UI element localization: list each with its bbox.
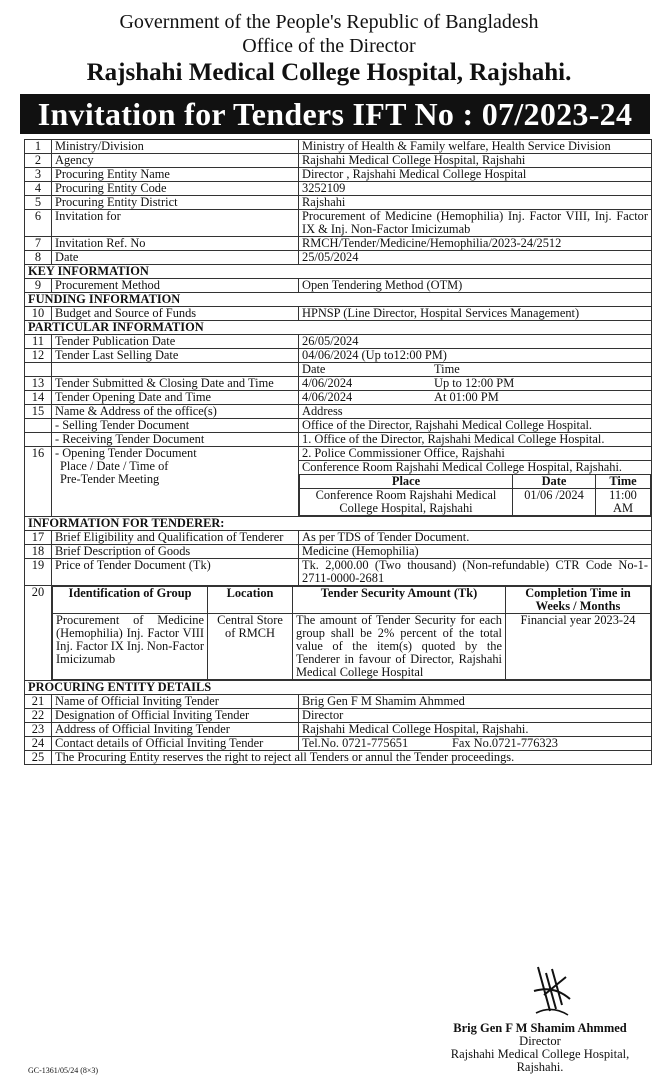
- row-label: Name & Address of the office(s): [52, 405, 299, 419]
- row-label-line: Place / Date / Time of: [60, 459, 169, 473]
- row-label: Procurement Method: [52, 279, 299, 293]
- row-2: [25, 154, 652, 168]
- row-value: Brig Gen F M Shamim Ahmmed: [299, 695, 652, 709]
- group-table-cell: [52, 586, 652, 681]
- row-value: Medicine (Hemophilia): [299, 545, 652, 559]
- opening-date: 4/06/2024: [302, 390, 353, 404]
- pre-tender-meeting-table: [299, 474, 651, 516]
- row-value: RMCH/Tender/Medicine/Hemophilia/2023-24/2512: [299, 237, 652, 251]
- section-tenderer: [25, 517, 652, 531]
- row-4: [25, 182, 652, 196]
- row-number: 6: [25, 210, 52, 237]
- date-header: Date: [513, 475, 596, 489]
- row-1: [25, 140, 652, 154]
- row-22: [25, 709, 652, 723]
- row-6: [25, 210, 652, 237]
- row-number: 16: [25, 447, 52, 517]
- meeting-date: 01/06 /2024: [513, 489, 596, 516]
- section-entity: [25, 681, 652, 695]
- location-value: Central Store of RMCH: [208, 614, 293, 680]
- row-15a: [25, 419, 652, 433]
- row-label: Name of Official Inviting Tender: [52, 695, 299, 709]
- closing-date: 4/06/2024: [302, 376, 353, 390]
- row-23: [25, 723, 652, 737]
- row-number: 17: [25, 531, 52, 545]
- row-value: Office of the Director, Rajshahi Medical College Hospital.: [299, 419, 652, 433]
- row-value: 25/05/2024: [299, 251, 652, 265]
- row-3: [25, 168, 652, 182]
- row-label: Agency: [52, 154, 299, 168]
- section-particular: [25, 321, 652, 335]
- row-value: The Procuring Entity reserves the right to reject all Tenders or annul the Tender proceedings.: [52, 751, 652, 765]
- section-heading: PROCURING ENTITY DETAILS: [25, 681, 652, 695]
- row-number: 5: [25, 196, 52, 210]
- conference-room: Conference Room Rajshahi Medical College Hospital, Rajshahi.: [299, 460, 651, 474]
- meeting-place: Conference Room Rajshahi Medical College Hospital, Rajshahi: [300, 489, 513, 516]
- row-label-line: Pre-Tender Meeting: [60, 472, 160, 486]
- date-time-header: [299, 363, 652, 377]
- row-19: [25, 559, 652, 586]
- row-label: Designation of Official Inviting Tender: [52, 709, 299, 723]
- ift-banner: Invitation for Tenders IFT No : 07/2023-24: [20, 94, 650, 134]
- row-label: - Selling Tender Document: [52, 419, 299, 433]
- section-key: [25, 265, 652, 279]
- row-value: Procurement of Medicine (Hemophilia) Inj. Factor VIII, Inj. Factor IX & Inj. Non-Factor Imicizumab: [299, 210, 652, 237]
- signatory-city: Rajshahi.: [516, 1060, 564, 1074]
- row-label: Budget and Source of Funds: [52, 307, 299, 321]
- row-label: Invitation Ref. No: [52, 237, 299, 251]
- row-number: 8: [25, 251, 52, 265]
- tender-table: [24, 139, 652, 765]
- row-label: Address of Official Inviting Tender: [52, 723, 299, 737]
- meeting-time: 11:00 AM: [596, 489, 651, 516]
- header-hospital: Rajshahi Medical College Hospital, Rajshahi.: [86, 59, 572, 86]
- row-25: [25, 751, 652, 765]
- row-number: 21: [25, 695, 52, 709]
- row-number: 22: [25, 709, 52, 723]
- row-label: Procuring Entity Name: [52, 168, 299, 182]
- time-header: Time: [434, 362, 460, 376]
- section-heading: FUNDING INFORMATION: [25, 293, 652, 307]
- row-number: 10: [25, 307, 52, 321]
- row-8: [25, 251, 652, 265]
- row-number: 15: [25, 405, 52, 419]
- section-heading: INFORMATION FOR TENDERER:: [25, 517, 652, 531]
- row-20: [25, 586, 652, 681]
- row-value: 1. Office of the Director, Rajshahi Medical College Hospital.: [299, 433, 652, 447]
- header-government: Government of the People's Republic of Bangladesh: [119, 11, 539, 33]
- place-header: Place: [300, 475, 513, 489]
- row-label: Invitation for: [52, 210, 299, 237]
- row-16: [25, 447, 652, 517]
- row-label: Contact details of Official Inviting Tender: [52, 737, 299, 751]
- security-value: The amount of Tender Security for each group shall be 2% percent of the total value of the item(s) quoted by the Tenderer in favour of Director, Rajshahi Medical College Hospital: [293, 614, 506, 680]
- group-table: [52, 586, 651, 680]
- row-value: Rajshahi: [299, 196, 652, 210]
- row-number: 25: [25, 751, 52, 765]
- row-number: 20: [25, 586, 52, 681]
- row-value: Open Tendering Method (OTM): [299, 279, 652, 293]
- row-number: 1: [25, 140, 52, 154]
- signatory-designation: Director: [519, 1034, 561, 1048]
- completion-header: Completion Time in Weeks / Months: [506, 587, 651, 614]
- date-header: Date: [302, 362, 326, 376]
- row-number: 14: [25, 391, 52, 405]
- section-heading: KEY INFORMATION: [25, 265, 652, 279]
- row-value: Address: [299, 405, 652, 419]
- row-number: 2: [25, 154, 52, 168]
- section-funding: [25, 293, 652, 307]
- row-value: Rajshahi Medical College Hospital, Rajshahi: [299, 154, 652, 168]
- row-value: [299, 377, 652, 391]
- row-number: 18: [25, 545, 52, 559]
- row-label: Tender Opening Date and Time: [52, 391, 299, 405]
- row-label: Date: [52, 251, 299, 265]
- section-heading: PARTICULAR INFORMATION: [25, 321, 652, 335]
- row-label: - Receiving Tender Document: [52, 433, 299, 447]
- row-value: 04/06/2024 (Up to12:00 PM): [299, 349, 652, 363]
- row-value: HPNSP (Line Director, Hospital Services Management): [299, 307, 652, 321]
- row-value: [299, 391, 652, 405]
- row-9: [25, 279, 652, 293]
- opening-time: At 01:00 PM: [434, 390, 499, 404]
- fax-number: Fax No.0721-776323: [452, 736, 559, 750]
- row-24: [25, 737, 652, 751]
- row-label: Price of Tender Document (Tk): [52, 559, 299, 586]
- row-value: [299, 447, 652, 517]
- time-header: Time: [596, 475, 651, 489]
- row-number: 9: [25, 279, 52, 293]
- row-label-line: - Opening Tender Document: [55, 446, 197, 460]
- row-13: [25, 377, 652, 391]
- row-value: Director , Rajshahi Medical College Hospital: [299, 168, 652, 182]
- header-office: Office of the Director: [242, 35, 416, 57]
- row-11: [25, 335, 652, 349]
- row-number: 23: [25, 723, 52, 737]
- row-label: Brief Eligibility and Qualification of Tenderer: [52, 531, 299, 545]
- row-value: Ministry of Health & Family welfare, Health Service Division: [299, 140, 652, 154]
- location-header: Location: [208, 587, 293, 614]
- security-header: Tender Security Amount (Tk): [293, 587, 506, 614]
- row-label: Tender Submitted & Closing Date and Time: [52, 377, 299, 391]
- group-value: Procurement of Medicine (Hemophilia) Inj. Factor VIII Inj. Factor IX Inj. Non-Factor Imicizumab: [53, 614, 208, 680]
- row-number: 11: [25, 335, 52, 349]
- row-number: 13: [25, 377, 52, 391]
- row-value: [299, 737, 652, 751]
- row-15: [25, 405, 652, 419]
- signatory-name: Brig Gen F M Shamim Ahmmed: [453, 1021, 627, 1035]
- row-label: Brief Description of Goods: [52, 545, 299, 559]
- row-12b: [25, 363, 652, 377]
- row-label: [52, 447, 299, 517]
- group-header: Identification of Group: [53, 587, 208, 614]
- row-label: Tender Publication Date: [52, 335, 299, 349]
- row-label: Ministry/Division: [52, 140, 299, 154]
- row-10: [25, 307, 652, 321]
- police-office: 2. Police Commissioner Office, Rajshahi: [302, 446, 505, 460]
- row-21: [25, 695, 652, 709]
- tel-number: Tel.No. 0721-775651: [302, 736, 409, 750]
- row-5: [25, 196, 652, 210]
- row-label: Tender Last Selling Date: [52, 349, 299, 363]
- row-label: Procuring Entity District: [52, 196, 299, 210]
- row-14: [25, 391, 652, 405]
- row-value: 26/05/2024: [299, 335, 652, 349]
- row-value: Tk. 2,000.00 (Two thousand) (Non-refundable) CTR Code No-1-2711-0000-2681: [299, 559, 652, 586]
- closing-time: Up to 12:00 PM: [434, 376, 515, 390]
- row-label: Procuring Entity Code: [52, 182, 299, 196]
- footer-code: GC-1361/05/24 (8×3): [28, 1066, 99, 1075]
- row-number: 12: [25, 349, 52, 363]
- row-value: 3252109: [299, 182, 652, 196]
- signature-icon: [526, 965, 576, 1017]
- row-number: 19: [25, 559, 52, 586]
- row-18: [25, 545, 652, 559]
- row-value: Rajshahi Medical College Hospital, Rajshahi.: [299, 723, 652, 737]
- signature-block: [420, 1022, 658, 1074]
- row-number: 3: [25, 168, 52, 182]
- row-value: Director: [299, 709, 652, 723]
- row-number: 4: [25, 182, 52, 196]
- signatory-organization: Rajshahi Medical College Hospital,: [450, 1047, 630, 1061]
- row-number: 7: [25, 237, 52, 251]
- row-value: As per TDS of Tender Document.: [299, 531, 652, 545]
- row-12: [25, 349, 652, 363]
- row-7: [25, 237, 652, 251]
- row-17: [25, 531, 652, 545]
- row-15b: [25, 433, 652, 447]
- completion-value: Financial year 2023-24: [506, 614, 651, 680]
- row-number: 24: [25, 737, 52, 751]
